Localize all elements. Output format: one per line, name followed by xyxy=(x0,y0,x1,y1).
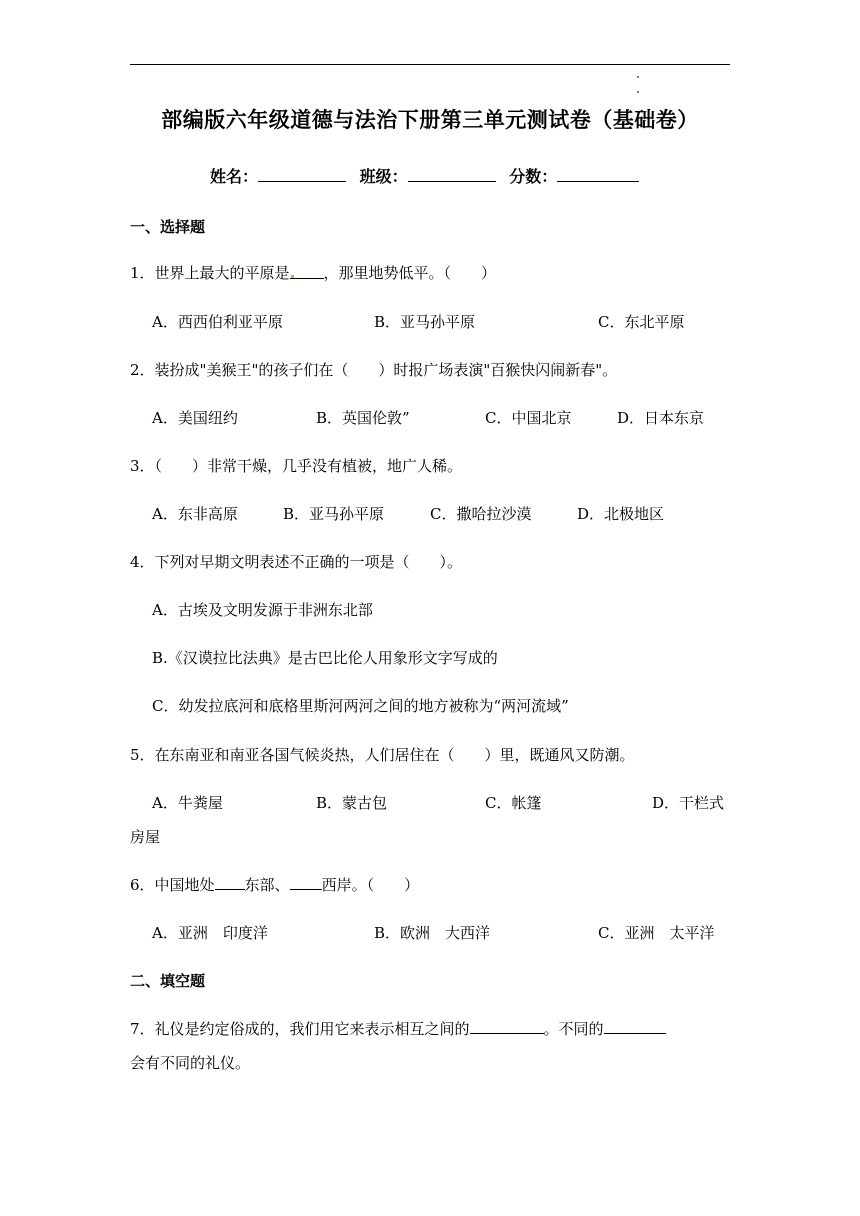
name-label: 姓名： xyxy=(210,167,259,186)
answer-blank xyxy=(290,875,322,890)
question-7-text: 7．礼仪是约定俗成的，我们用它来表示相互之间的 xyxy=(130,1020,470,1038)
question-2: 2．装扮成"美猴王"的孩子们在（ ）时报广场表演"百猴快闪闹新春"。 xyxy=(130,361,618,379)
q3-option-a: A．东非高原 xyxy=(152,505,238,523)
q1-option-a: A．西西伯利亚平原 xyxy=(152,313,283,331)
q6-option-c: C．亚洲 太平洋 xyxy=(598,924,715,942)
q4-option-a: A．古埃及文明发源于非洲东北部 xyxy=(152,601,373,619)
question-6-text-end: 西岸。（ ） xyxy=(321,876,420,894)
score-blank[interactable] xyxy=(557,165,639,182)
answer-blank xyxy=(290,264,324,279)
q6-option-b: B．欧洲 大西洋 xyxy=(374,924,491,942)
q2-option-a: A．美国纽约 xyxy=(152,409,238,427)
question-7-line2: 会有不同的礼仪。 xyxy=(130,1054,251,1072)
question-1 xyxy=(130,262,496,283)
score-label: 分数： xyxy=(509,167,558,186)
name-blank[interactable] xyxy=(258,165,346,182)
q2-option-d: D．日本东京 xyxy=(617,409,705,427)
q4-option-b: B.《汉谟拉比法典》是古巴比伦人用象形文字写成的 xyxy=(152,649,498,667)
section-heading-choice: 一、选择题 xyxy=(130,218,206,236)
class-label: 班级： xyxy=(359,167,408,186)
q5-option-d-wrap: 房屋 xyxy=(130,828,161,846)
q2-option-c: C．中国北京 xyxy=(485,409,572,427)
question-7 xyxy=(130,1018,666,1039)
question-6-text: 6．中国地处 xyxy=(130,876,215,894)
question-1-text-end: ，那里地势低平。（ ） xyxy=(323,264,497,282)
q1-option-b: B．亚马孙平原 xyxy=(374,313,476,331)
q6-option-a: A．亚洲 印度洋 xyxy=(152,924,268,942)
header-rule xyxy=(130,64,730,65)
header-dot xyxy=(637,76,639,78)
question-4: 4．下列对早期文明表述不正确的一项是（ ）。 xyxy=(130,553,463,571)
answer-blank xyxy=(215,875,245,890)
q5-option-d: D．干栏式 xyxy=(652,794,725,812)
page-title: 部编版六年级道德与法治下册第三单元测试卷（基础卷） xyxy=(161,108,699,132)
class-blank[interactable] xyxy=(408,165,496,182)
q3-option-d: D．北极地区 xyxy=(577,505,665,523)
q1-option-c: C．东北平原 xyxy=(598,313,685,331)
q3-option-c: C．撒哈拉沙漠 xyxy=(430,505,532,523)
answer-blank xyxy=(604,1019,666,1034)
header-dot xyxy=(637,91,639,93)
q3-option-b: B．亚马孙平原 xyxy=(283,505,385,523)
question-1-text: 1．世界上最大的平原是 xyxy=(130,264,290,282)
question-6 xyxy=(130,874,419,895)
student-info-row xyxy=(210,164,647,187)
q5-option-b: B．蒙古包 xyxy=(316,794,388,812)
question-3: 3．（ ）非常干燥，几乎没有植被，地广人稀。 xyxy=(130,457,463,475)
q4-option-c: C．幼发拉底河和底格里斯河两河之间的地方被称为“两河流域” xyxy=(152,697,569,715)
q2-option-b: B．英国伦敦” xyxy=(316,409,410,427)
q5-option-a: A．牛粪屋 xyxy=(152,794,223,812)
section-heading-fill: 二、填空题 xyxy=(130,972,206,990)
question-7-text-mid: 。不同的 xyxy=(543,1020,604,1038)
question-6-text-mid: 东部、 xyxy=(244,876,290,894)
q5-option-c: C．帐篷 xyxy=(485,794,542,812)
answer-blank xyxy=(470,1019,544,1034)
question-5: 5．在东南亚和南亚各国气候炎热，人们居住在（ ）里，既通风又防潮。 xyxy=(130,746,635,764)
